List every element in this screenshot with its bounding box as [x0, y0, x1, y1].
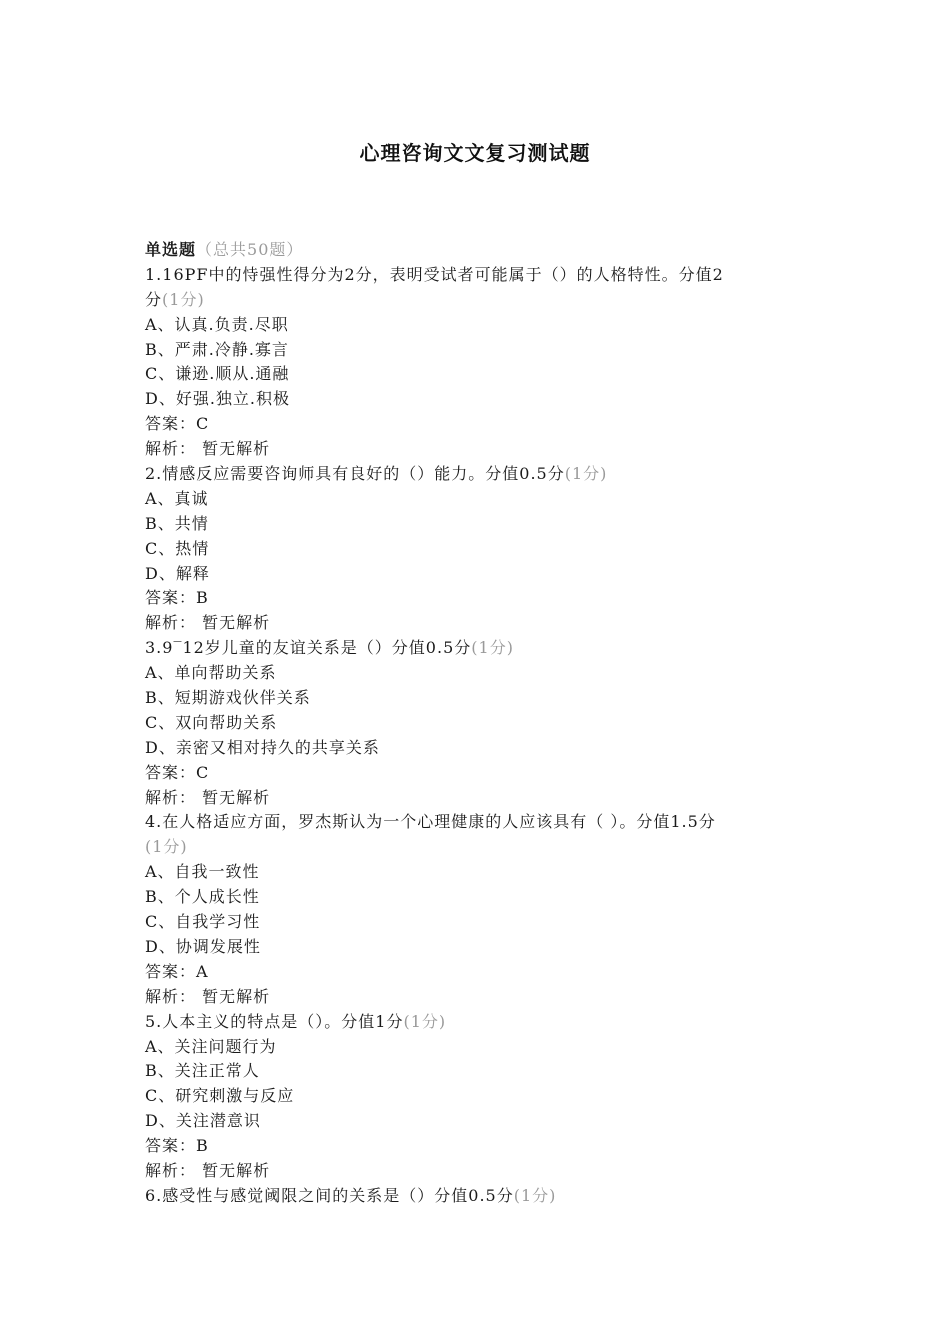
analysis: 解析： 暂无解析: [145, 613, 271, 633]
section-heading: [145, 238, 815, 263]
answer: 答案：C: [145, 762, 210, 782]
question-score: (1分): [513, 1185, 557, 1205]
question-score: (1分): [145, 837, 188, 857]
analysis: 解析： 暂无解析: [145, 787, 271, 807]
option-a: A、认真.负责.尽职: [145, 314, 289, 334]
option-b: B、严肃.冷静.寡言: [145, 339, 289, 359]
answer: 答案：C: [145, 414, 210, 434]
question-stem: [145, 1010, 815, 1035]
option-c: C、谦逊.顺从.通融: [145, 364, 290, 384]
question-list: [145, 238, 815, 1209]
option-a: A、真诚: [145, 488, 209, 508]
question-stem-continued: [145, 288, 815, 313]
option-d: D、协调发展性: [145, 936, 261, 956]
section-count: （总共50题）: [196, 240, 304, 259]
question-score: (1分): [471, 638, 514, 658]
question-stem: [145, 1184, 815, 1209]
question-stem: [145, 636, 815, 661]
option-d: D、亲密又相对持久的共享关系: [145, 737, 380, 757]
question-score: (1分): [162, 289, 205, 309]
option-b: B、短期游戏伙伴关系: [145, 688, 311, 708]
option-a: A、单向帮助关系: [145, 663, 277, 683]
option-c: C、双向帮助关系: [145, 712, 278, 732]
analysis: 解析： 暂无解析: [145, 1160, 271, 1180]
question-stem-text: 3.9‾12岁儿童的友谊关系是（）分值0.5分: [145, 638, 472, 658]
option-a: A、关注问题行为: [145, 1036, 277, 1056]
option-c: C、研究刺激与反应: [145, 1086, 295, 1106]
option-b: B、关注正常人: [145, 1061, 260, 1081]
answer: 答案：B: [145, 588, 209, 608]
option-d: D、解释: [145, 563, 210, 583]
option-a: A、自我一致性: [145, 862, 260, 882]
option-b: B、个人成长性: [145, 887, 260, 907]
question-stem-text: 2.情感反应需要咨询师具有良好的（）能力。分值0.5分: [145, 464, 565, 484]
option-b: B、共情: [145, 513, 209, 533]
document-title: 心理咨询文文复习测试题: [359, 141, 591, 165]
analysis: 解析： 暂无解析: [145, 986, 271, 1006]
option-c: C、自我学习性: [145, 912, 261, 932]
question-stem-text: 6.感受性与感觉阈限之间的关系是（）分值0.5分: [145, 1185, 514, 1205]
option-d: D、好强.独立.积极: [145, 389, 291, 409]
question-stem-tail: 分: [145, 289, 163, 309]
answer: 答案：B: [145, 1136, 209, 1156]
question-stem: 4.在人格适应方面，罗杰斯认为一个心理健康的人应该具有（ ）。分值1.5分: [145, 812, 716, 832]
question-stem-text: 5.人本主义的特点是（）。分值1分: [145, 1011, 404, 1031]
option-c: C、热情: [145, 538, 210, 558]
section-heading-label: 单选题: [145, 240, 197, 259]
question-score: (1分): [564, 464, 608, 484]
question-stem: [145, 462, 815, 487]
answer: 答案：A: [145, 961, 209, 981]
question-stem: 1.16PF中的恃强性得分为2分，表明受试者可能属于（）的人格特性。分值2: [145, 264, 724, 284]
question-stem-continued: [145, 835, 815, 860]
option-d: D、关注潜意识: [145, 1111, 261, 1131]
analysis: 解析： 暂无解析: [145, 439, 271, 459]
question-score: (1分): [403, 1011, 447, 1031]
